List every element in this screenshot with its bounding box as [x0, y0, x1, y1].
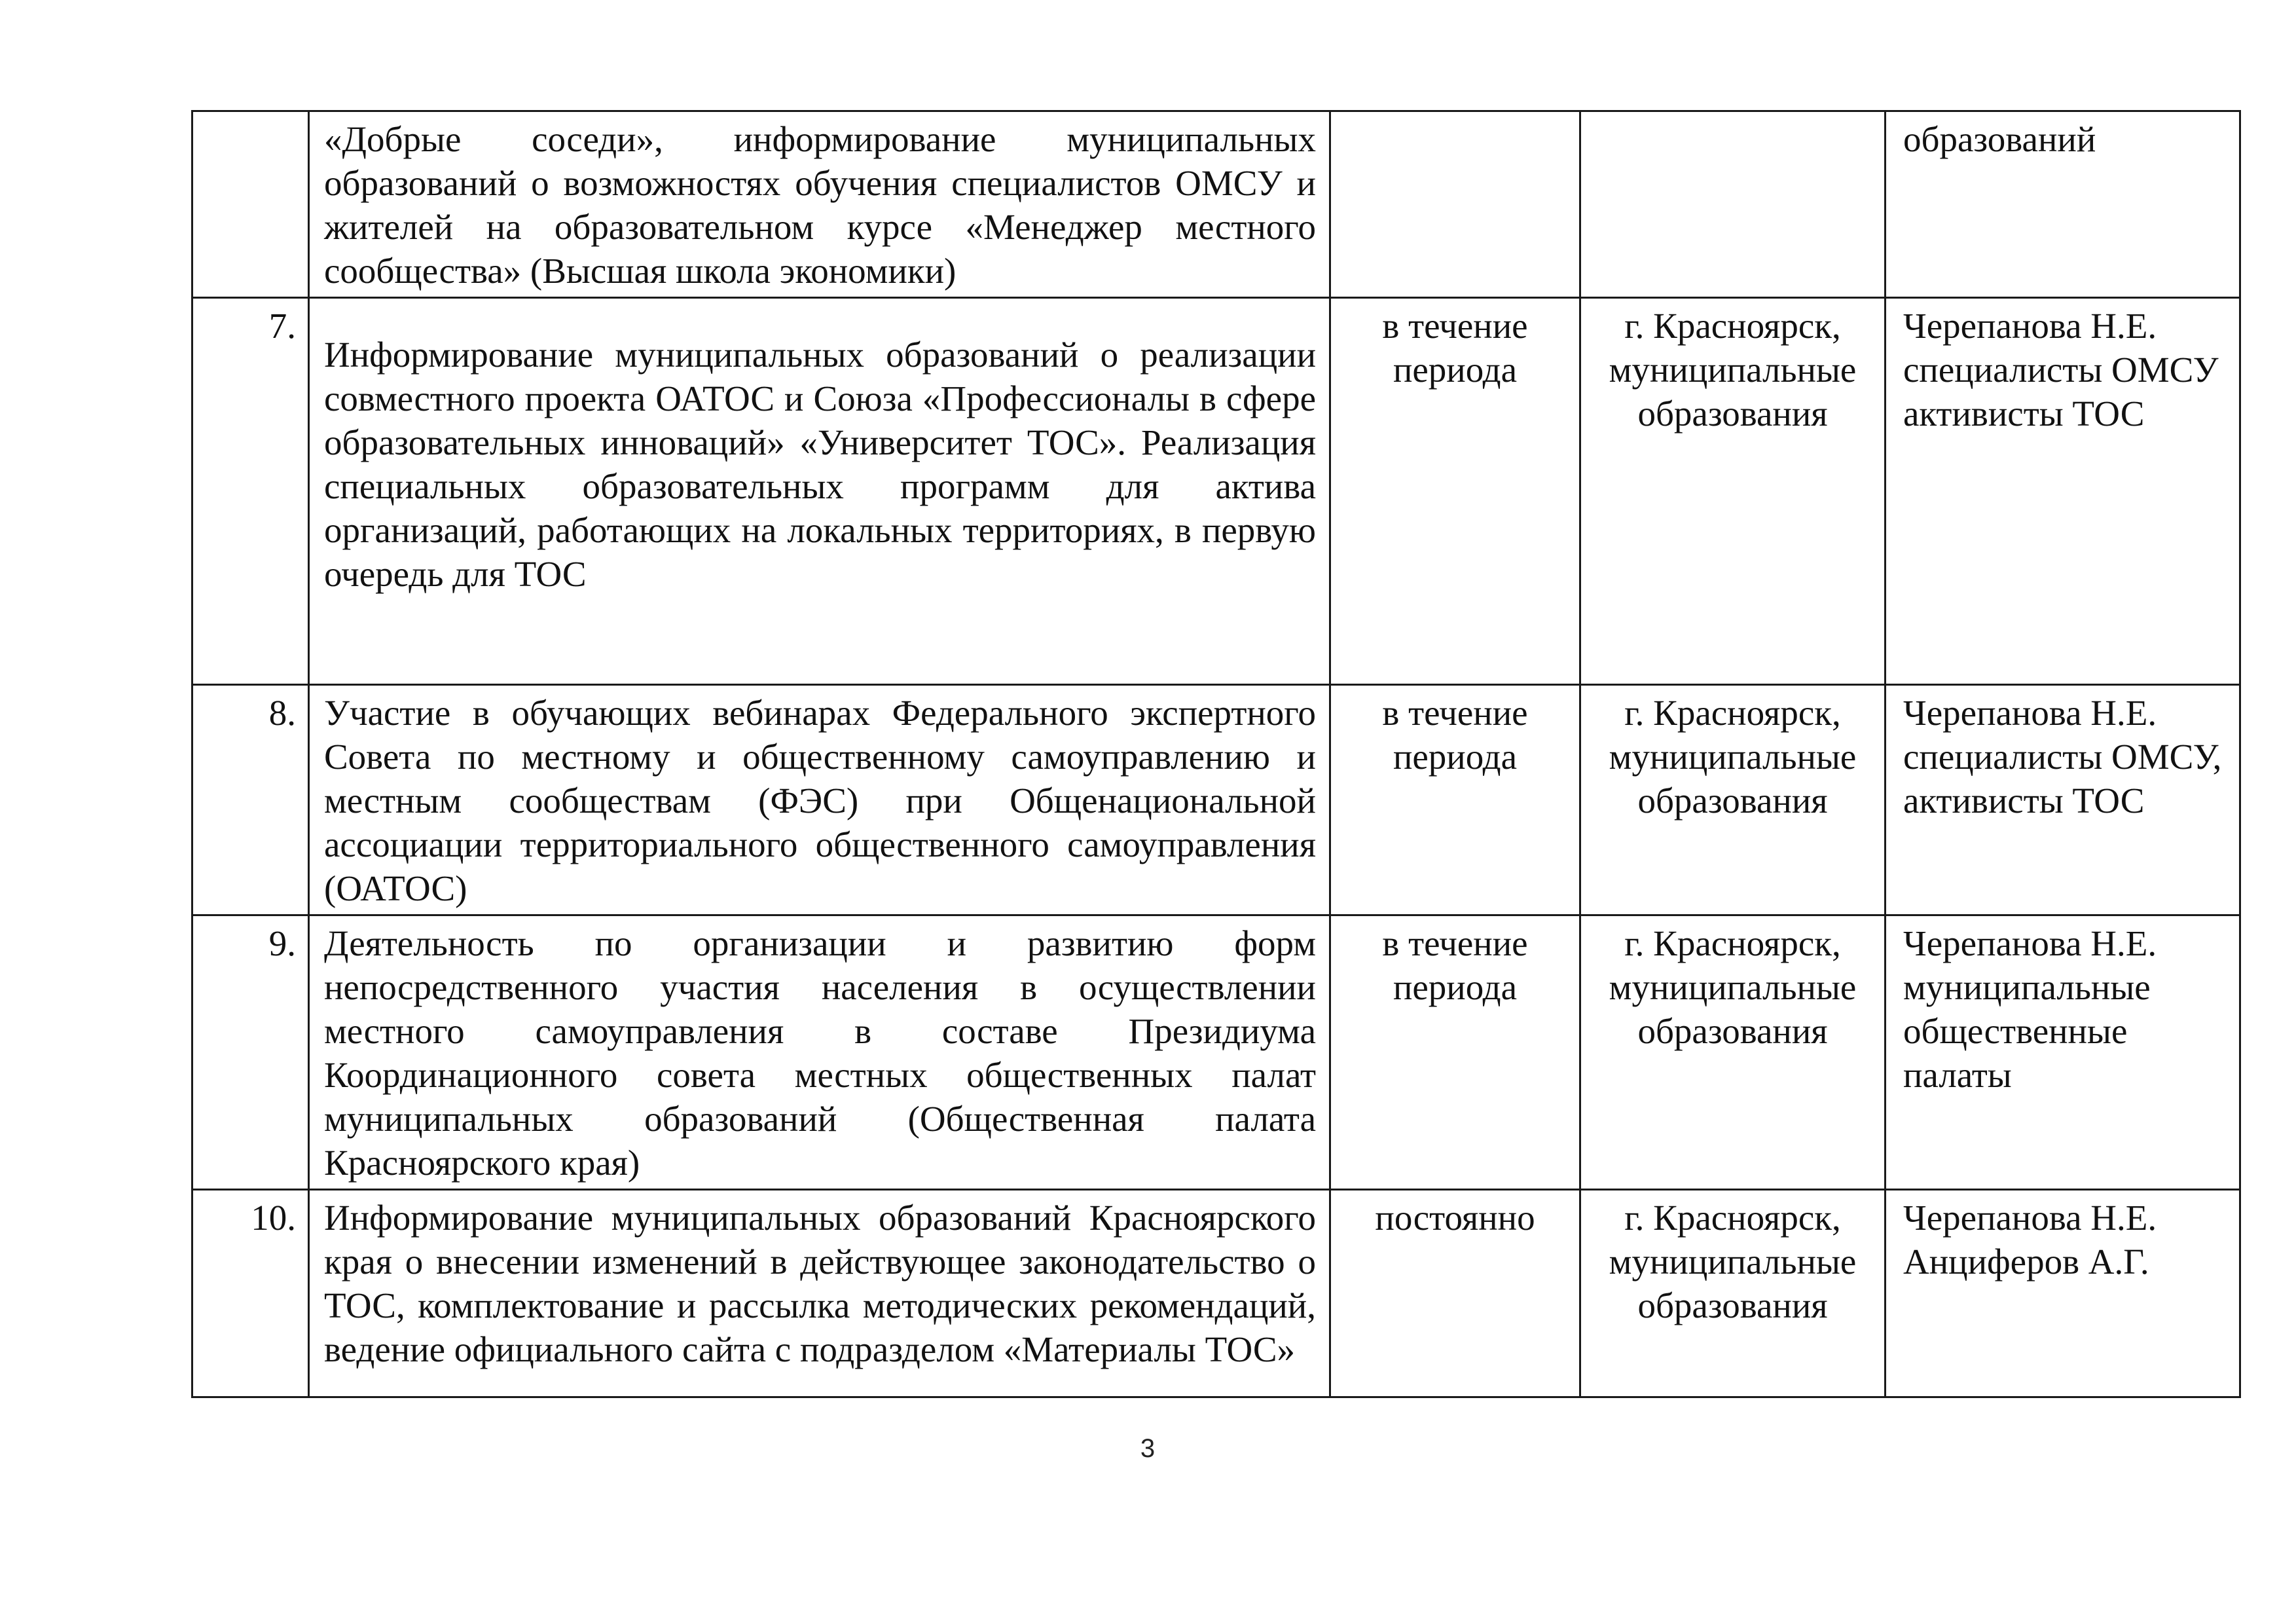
page-number: 3 [1140, 1434, 1156, 1463]
row-number: 10. [192, 1190, 309, 1397]
table-row [192, 685, 2240, 915]
activity-term: в течение периода [1330, 298, 1580, 685]
activity-description: «Добрые соседи», информирование муниципальных образований о возможностях обучения специалистов ОМСУ и жителей на образовательном курсе «Менеджер местного сообщества» (Высшая школа экономики) [309, 111, 1330, 298]
activity-place [1580, 111, 1886, 298]
activity-term: в течение периода [1330, 915, 1580, 1190]
activity-place: г. Красноярск, муниципальные образования [1580, 915, 1886, 1190]
row-number [192, 111, 309, 298]
activity-responsible: Черепанова Н.Е. специалисты ОМСУ, активисты ТОС [1886, 685, 2240, 915]
table-row [192, 111, 2240, 298]
activity-place: г. Красноярск, муниципальные образования [1580, 1190, 1886, 1397]
activity-responsible: образований [1886, 111, 2240, 298]
row-number: 9. [192, 915, 309, 1190]
activity-description: Информирование муниципальных образований о реализации совместного проекта ОАТОС и Союза «Профессионалы в сфере образовательных инноваций» «Университет ТОС». Реализация специальных образовательных программ для актива организаций, работающих на локальных территориях, в первую очередь для ТОС [309, 298, 1330, 685]
activity-place: г. Красноярск, муниципальные образования [1580, 298, 1886, 685]
activity-place: г. Красноярск, муниципальные образования [1580, 685, 1886, 915]
plan-table [191, 110, 2241, 1398]
activity-term [1330, 111, 1580, 298]
activity-responsible: Черепанова Н.Е. муниципальные общественные палаты [1886, 915, 2240, 1190]
row-number: 7. [192, 298, 309, 685]
activity-description: Информирование муниципальных образований Красноярского края о внесении изменений в действующее законодательство о ТОС, комплектование и рассылка методических рекомендаций, ведение официального сайта с подразделом «Материалы ТОС» [309, 1190, 1330, 1397]
table-row [192, 298, 2240, 685]
row-number: 8. [192, 685, 309, 915]
activity-term: постоянно [1330, 1190, 1580, 1397]
table-row [192, 1190, 2240, 1397]
activity-description: Деятельность по организации и развитию форм непосредственного участия населения в осуществлении местного самоуправления в составе Президиума Координационного совета местных общественных палат муниципальных образований (Общественная палата Красноярского края) [309, 915, 1330, 1190]
activity-responsible: Черепанова Н.Е. Анциферов А.Г. [1886, 1190, 2240, 1397]
table-row [192, 915, 2240, 1190]
activity-description: Участие в обучающих вебинарах Федерального экспертного Совета по местному и общественному самоуправлению и местным сообществам (ФЭС) при Общенациональной ассоциации территориального общественного самоуправления (ОАТОС) [309, 685, 1330, 915]
activity-term: в течение периода [1330, 685, 1580, 915]
activity-responsible: Черепанова Н.Е. специалисты ОМСУ активисты ТОС [1886, 298, 2240, 685]
